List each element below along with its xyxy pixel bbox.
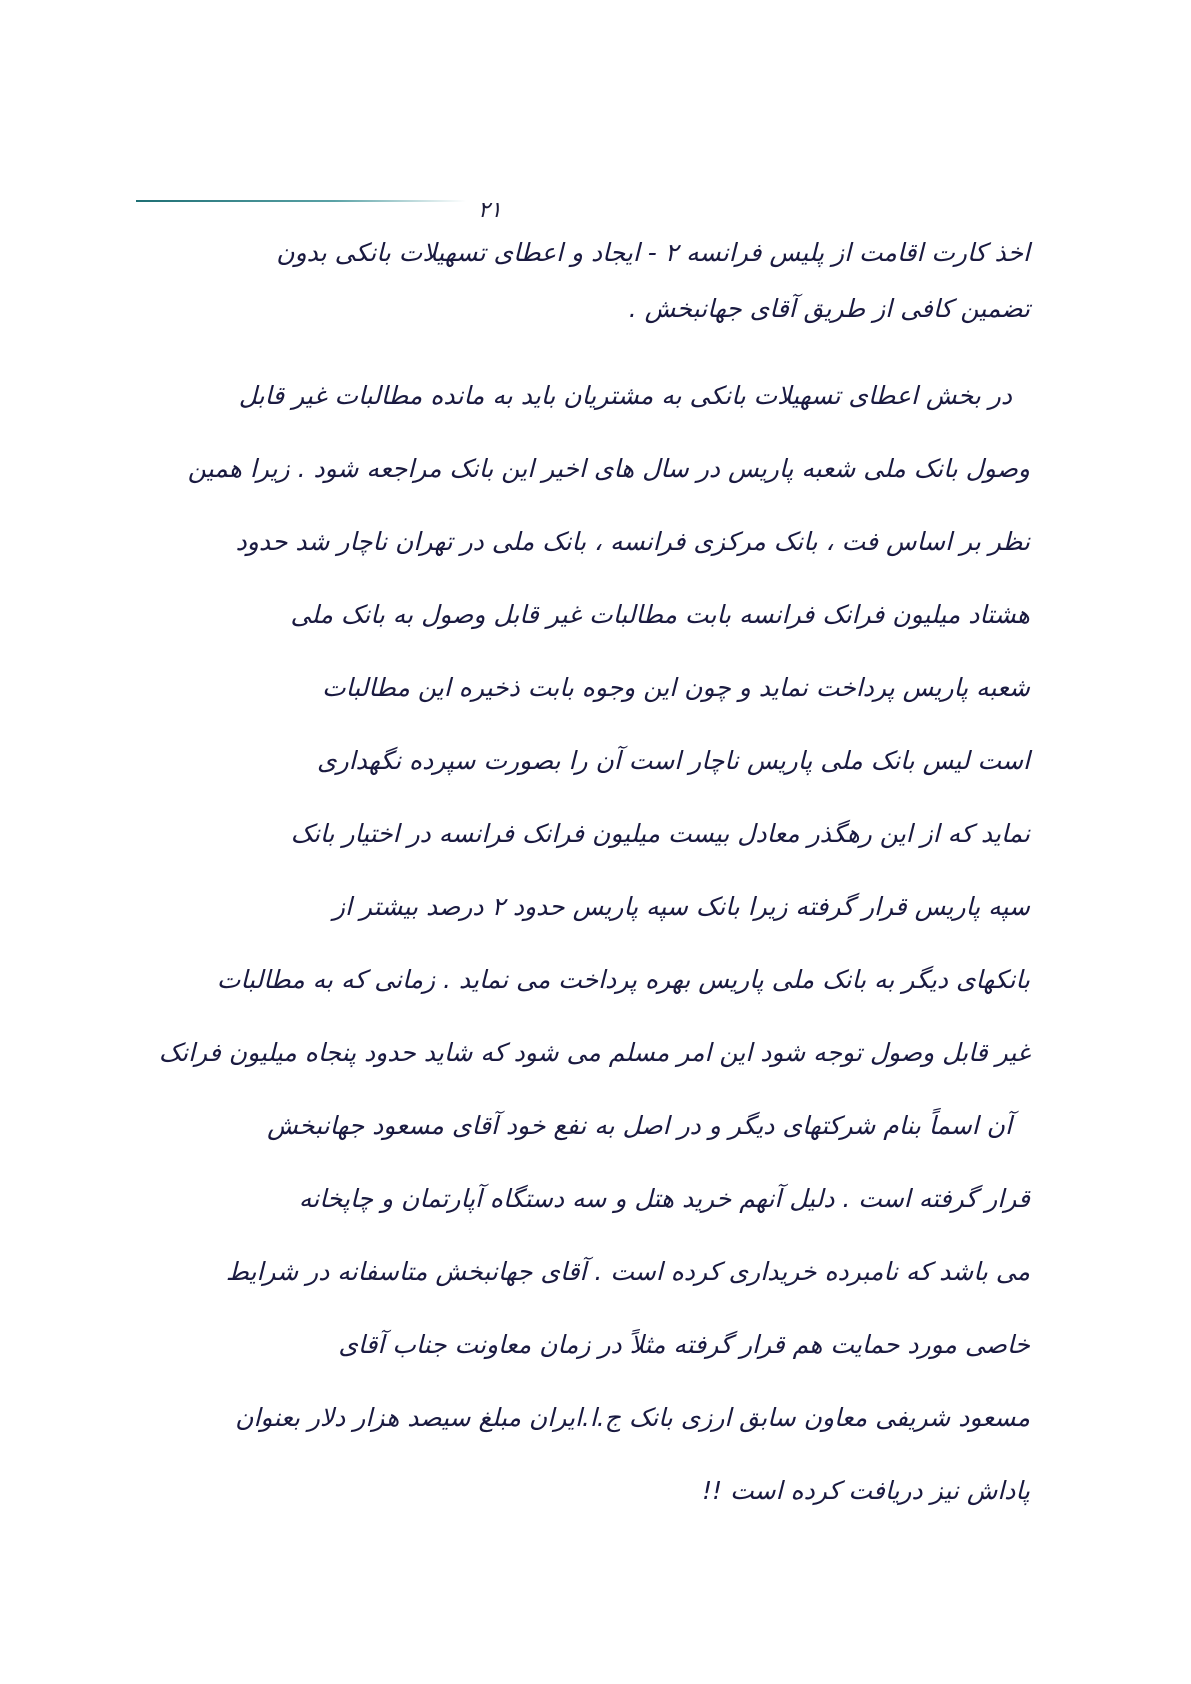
paragraph-line: پاداش نیز دریافت کرده است !! bbox=[702, 1476, 1030, 1505]
handwritten-document-body bbox=[160, 225, 1030, 1527]
paragraph-line: در بخش اعطای تسهیلات بانکی به مشتریان باید به مانده مطالبات غیر قابل bbox=[238, 381, 1012, 410]
paragraph-line: وصول بانک ملی شعبه پاریس در سال های اخیر این بانک مراجعه شود . زیرا همین bbox=[187, 454, 1030, 483]
paragraph-line: بانکهای دیگر به بانک ملی پاریس بهره پرداخت می نماید . زمانی که به مطالبات bbox=[216, 965, 1030, 994]
paragraph-line: غیر قابل وصول توجه شود این امر مسلم می شود که شاید حدود پنجاه میلیون فرانک bbox=[158, 1038, 1030, 1067]
paragraph-line: نظر بر اساس فت ، بانک مرکزی فرانسه ، بانک ملی در تهران ناچار شد حدود bbox=[235, 527, 1030, 556]
paragraph-line: می باشد که نامبرده خریداری کرده است . آقای جهانبخش متاسفانه در شرایط bbox=[225, 1257, 1030, 1286]
heading-line-1: اخذ کارت اقامت از پلیس فرانسه ۲ - ایجاد و اعطای تسهیلات بانکی بدون bbox=[276, 238, 1030, 267]
paragraph-line: است لیس بانک ملی پاریس ناچار است آن را بصورت سپرده نگهداری bbox=[317, 746, 1030, 775]
paragraph-line: آن اسماً بنام شرکتهای دیگر و در اصل به نفع خود آقای مسعود جهانبخش bbox=[267, 1111, 1012, 1140]
heading-line-2: تضمین کافی از طریق آقای جهانبخش . bbox=[628, 294, 1030, 323]
paragraph-line: مسعود شریفی معاون سابق ارزی بانک ج.ا.ایران مبلغ سیصد هزار دلار بعنوان bbox=[235, 1403, 1030, 1432]
paragraph-line: سپه پاریس قرار گرفته زیرا بانک سپه پاریس حدود ۲ درصد بیشتر از bbox=[332, 892, 1030, 921]
paragraph-line: خاصی مورد حمایت هم قرار گرفته مثلاً در زمان معاونت جناب آقای bbox=[338, 1330, 1030, 1359]
paragraph-line: نماید که از این رهگذر معادل بیست میلیون فرانک فرانسه در اختیار بانک bbox=[290, 819, 1030, 848]
paragraph-line: شعبه پاریس پرداخت نماید و چون این وجوه بابت ذخیره این مطالبات bbox=[322, 673, 1030, 702]
paragraph-line: هشتاد میلیون فرانک فرانسه بابت مطالبات غیر قابل وصول به بانک ملی bbox=[290, 600, 1030, 629]
top-divider-rule bbox=[136, 200, 466, 202]
page-number: ۲۱ bbox=[478, 198, 502, 223]
paragraph-line: قرار گرفته است . دلیل آنهم خرید هتل و سه دستگاه آپارتمان و چاپخانه bbox=[298, 1184, 1030, 1213]
